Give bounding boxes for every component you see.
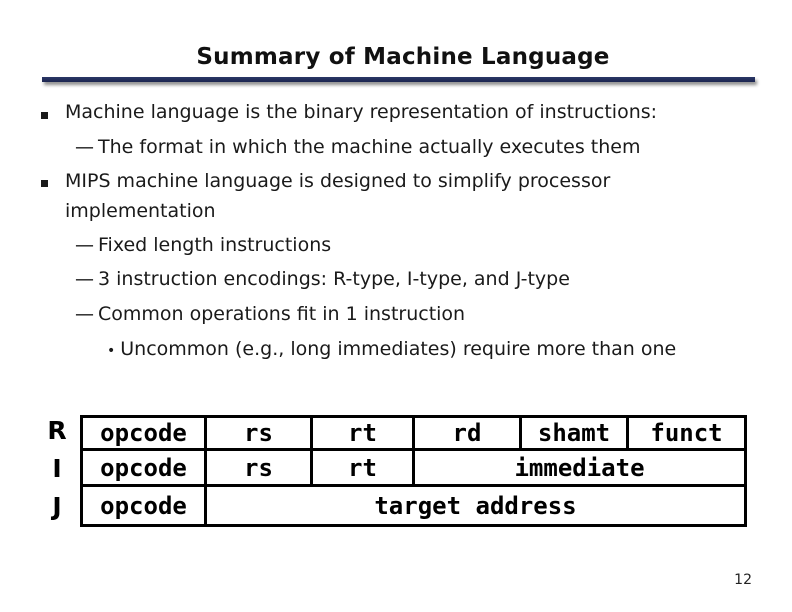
i-type-row: [80, 451, 747, 487]
dash-icon: —: [75, 136, 94, 158]
bullet-text: MIPS machine language is designed to simplify processor: [65, 170, 611, 192]
sub-sub-bullet: [107, 337, 676, 363]
sub-bullet: [75, 302, 465, 326]
field-target-address: target address: [374, 491, 577, 520]
sub-bullet-text: The format in which the machine actually executes them: [98, 136, 641, 158]
field-rt: rt: [313, 451, 415, 484]
field-opcode: opcode: [83, 418, 207, 448]
sub-bullet-text: Fixed length instructions: [98, 234, 332, 256]
square-bullet-icon: [41, 180, 48, 187]
sub-sub-bullet-text: Uncommon (e.g., long immediates) require more than one: [120, 338, 677, 360]
field-opcode: opcode: [83, 451, 207, 484]
field-rs: rs: [207, 451, 313, 484]
sub-bullet-text: 3 instruction encodings: R-type, I-type, and J-type: [98, 268, 570, 290]
field-shamt: shamt: [522, 418, 629, 448]
bullet-text-continued: implementation: [65, 200, 216, 222]
page-number: 12: [734, 572, 752, 588]
sub-bullet-text: Common operations fit in 1 instruction: [98, 303, 466, 325]
square-bullet-icon: [41, 112, 48, 119]
dash-icon: —: [75, 268, 94, 290]
dot-bullet-icon: •: [107, 343, 116, 359]
field-opcode: opcode: [83, 487, 207, 524]
title-underline: [42, 77, 755, 82]
slide-title: Summary of Machine Language: [196, 44, 610, 70]
dash-icon: —: [75, 303, 94, 325]
i-type-label: I: [52, 454, 62, 483]
sub-bullet: [75, 233, 331, 257]
r-type-row: [80, 415, 747, 451]
bullet-text: Machine language is the binary representation of instructions:: [65, 101, 658, 123]
instruction-format-diagram: [40, 412, 752, 532]
field-rs: rs: [207, 418, 313, 448]
field-rd: rd: [415, 418, 522, 448]
sub-bullet: [75, 135, 641, 159]
r-type-label: R: [47, 416, 67, 445]
field-funct: funct: [650, 419, 723, 447]
field-immediate: immediate: [514, 453, 645, 482]
field-rt: rt: [313, 418, 415, 448]
sub-bullet: [75, 267, 570, 291]
j-type-row: [80, 487, 747, 527]
j-type-label: J: [52, 492, 62, 521]
dash-icon: —: [75, 234, 94, 256]
